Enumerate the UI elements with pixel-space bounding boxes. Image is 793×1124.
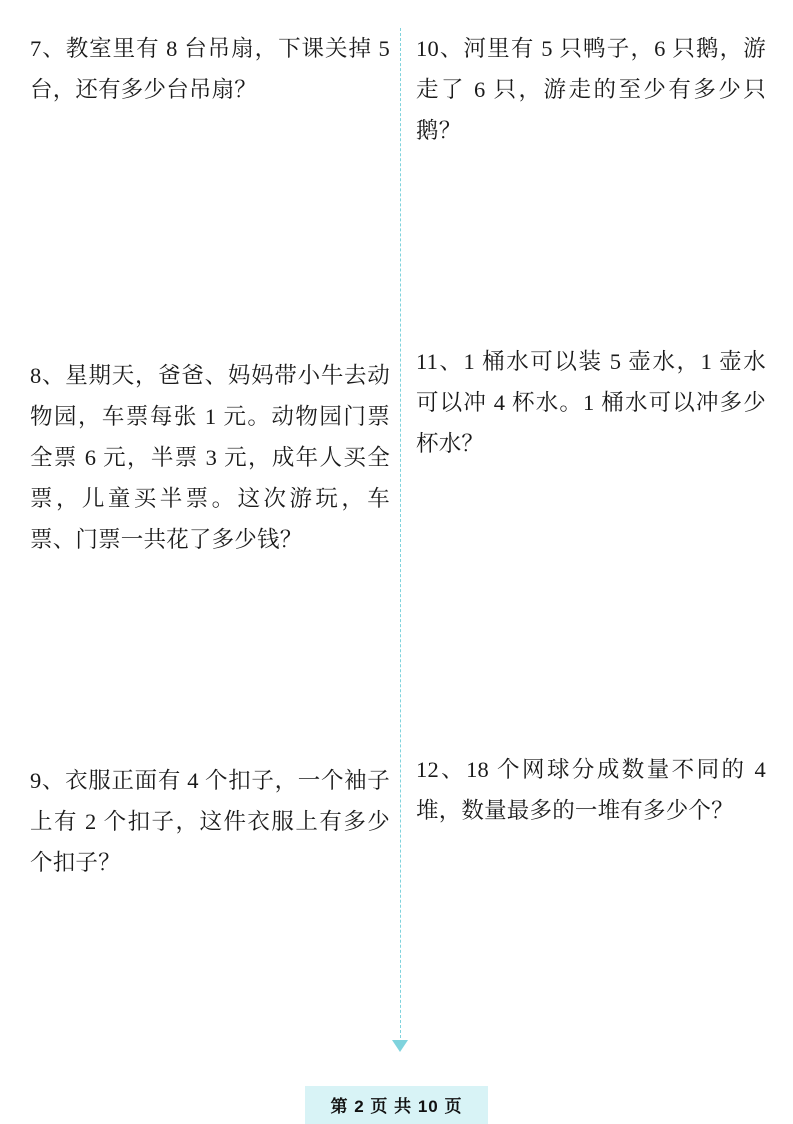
problem-text: 18 个网球分成数量不同的 4 堆，数量最多的一堆有多少个？: [416, 757, 766, 823]
problem-item: [416, 341, 766, 464]
page-number-label: 第 2 页 共 10 页: [305, 1086, 489, 1124]
problem-text: 衣服正面有 4 个扣子，一个袖子上有 2 个扣子，这件衣服上有多少个扣子？: [30, 768, 390, 875]
problem-number: 10、: [416, 36, 464, 61]
problem-text: 星期天，爸爸、妈妈带小牛去动物园，车票每张 1 元。动物园门票全票 6 元，半票 3 元，成年人买全票，儿童买半票。这次游玩，车票、门票一共花了多少钱？: [30, 363, 390, 552]
problem-text: 河里有 5 只鸭子，6 只鹅，游走了 6 只，游走的至少有多少只鹅？: [416, 36, 766, 143]
problem-number: 11、: [416, 349, 464, 374]
page-divider-line: [400, 28, 401, 1048]
problem-number: 8、: [30, 363, 66, 388]
problem-item: [30, 28, 390, 110]
problem-text: 1 桶水可以装 5 壶水，1 壶水可以冲 4 杯水。1 桶水可以冲多少杯水？: [416, 349, 767, 456]
problem-item: [416, 28, 766, 151]
problem-number: 7、: [30, 36, 66, 61]
problem-number: 12、: [416, 757, 467, 782]
page-divider-arrow-icon: [392, 1040, 408, 1052]
page-footer: [0, 1086, 793, 1124]
problem-item: [30, 355, 390, 560]
problem-item: [416, 749, 766, 831]
problem-item: [30, 760, 390, 883]
problem-text: 教室里有 8 台吊扇，下课关掉 5 台，还有多少台吊扇？: [30, 36, 390, 102]
left-column: [30, 28, 390, 883]
problem-number: 9、: [30, 768, 66, 793]
right-column: [416, 28, 766, 831]
